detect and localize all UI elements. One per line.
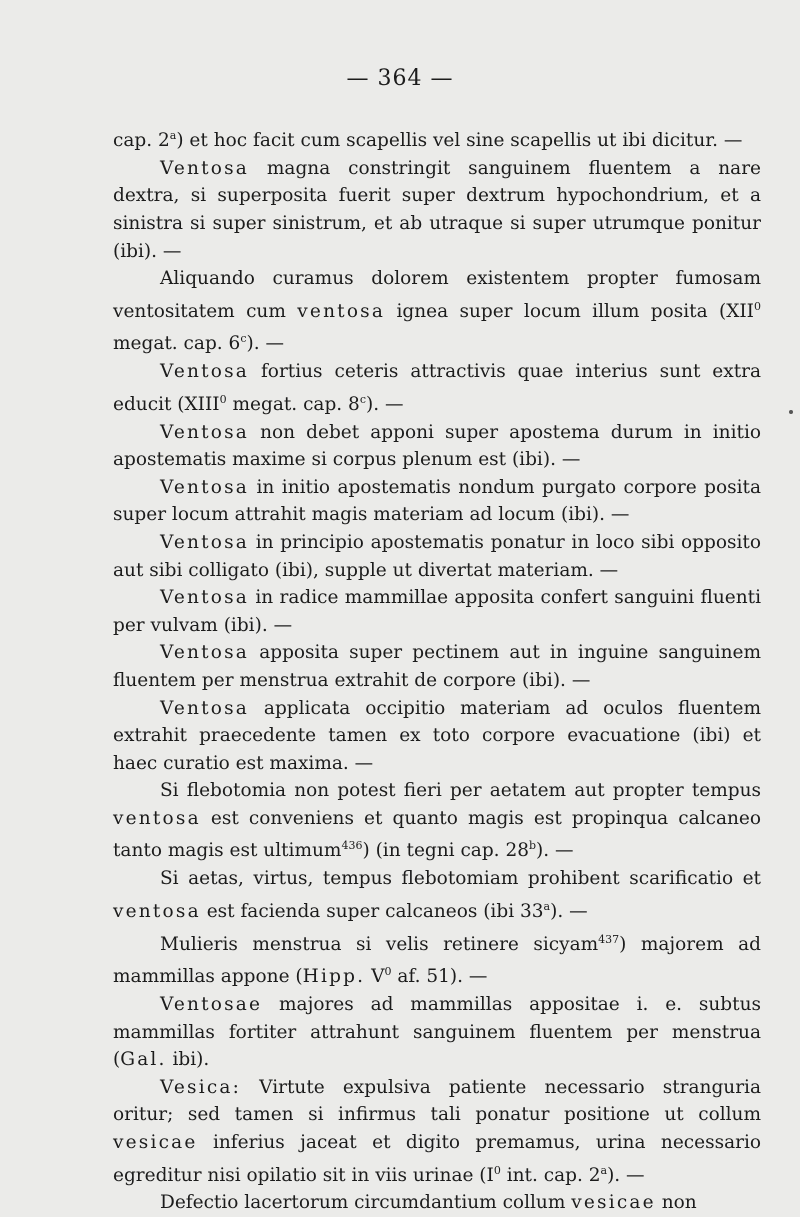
text-run: megat. cap. 6 [113, 333, 241, 355]
text-run: cap. 2 [113, 130, 170, 152]
text-run: est facienda super calcaneos (ibi 33 [200, 900, 544, 922]
paragraph [113, 991, 761, 1074]
paragraph [113, 122, 761, 155]
text-run: Defectio lacertorum circumdantium collum [160, 1192, 572, 1214]
paragraph [113, 639, 761, 694]
spaced-keyword: Ventosae [160, 994, 263, 1016]
paragraph [113, 155, 761, 265]
spaced-keyword: Hipp. [302, 966, 366, 988]
spaced-keyword: Ventosa [160, 361, 250, 383]
paragraph [113, 1074, 761, 1190]
spaced-keyword: Ventosa [160, 476, 250, 498]
paragraph [113, 358, 761, 418]
spaced-keyword: Vesica: [160, 1076, 242, 1098]
text-run: non debet apponi super apostema durum in initio apostematis maxime si corpus plenum est (ibi). — [113, 421, 761, 471]
spaced-keyword: Ventosa [160, 531, 250, 553]
paragraph [113, 695, 761, 778]
superscript: a [600, 1163, 608, 1177]
page-number: — 364 — [346, 66, 454, 91]
paragraph [113, 474, 761, 529]
spaced-keyword: ventosa [113, 807, 201, 829]
text-run: ) (in tegni cap. 28 [362, 840, 529, 862]
superscript: c [359, 392, 367, 406]
text-run: in initio apostematis nondum purgato corpore posita super locum attrahit magis materiam ad locum (ibi). — [113, 476, 761, 526]
spaced-keyword: Ventosa [160, 587, 250, 609]
paragraph [113, 926, 761, 992]
spaced-keyword: Ventosa [160, 157, 250, 179]
text-run: V [365, 966, 385, 988]
text-run: est conveniens et quanto magis est propinqua calcaneo tanto magis est ultimum [113, 807, 761, 862]
spaced-keyword: vesicae [571, 1192, 656, 1214]
paragraph [113, 529, 761, 584]
text-run: Virtute expulsiva patiente necessario stranguria oritur; sed tamen si infirmus tali ponatur positione ut collum [113, 1076, 761, 1126]
text-run: ). — [536, 840, 574, 862]
paragraph [113, 584, 761, 639]
paragraph [113, 265, 761, 358]
text-run: in radice mammillae apposita confert sanguini fluenti per vulvam (ibi). — [113, 587, 761, 636]
superscript: 0 [753, 299, 761, 313]
paragraph [113, 865, 761, 925]
text-run: ) et hoc facit cum scapellis vel sine scapellis ut ibi dicitur. — [176, 130, 743, 152]
spaced-keyword: Ventosa [160, 642, 250, 664]
text-run: ignea super locum illum posita (XII [385, 300, 754, 322]
spaced-keyword: ventosa [297, 300, 386, 322]
superscript: 0 [219, 392, 227, 406]
spaced-keyword: Ventosa [160, 697, 250, 719]
text-run: inferius jaceat et digito premamus, urina necessario egreditur nisi opilatio sit in viis urinae (I [113, 1132, 761, 1186]
text-run: af. 51). — [391, 966, 488, 988]
text-run: Si flebotomia non potest fieri per aetatem aut propter tempus [160, 780, 761, 802]
text-run: non [655, 1192, 697, 1214]
superscript: a [543, 899, 551, 913]
superscript: 0 [493, 1163, 501, 1177]
text-run: in principio apostematis ponatur in loco sibi opposito aut sibi colligato (ibi), supple ut divertat materiam. — [113, 531, 761, 581]
text-run: megat. cap. 8 [226, 393, 360, 415]
text-run: ). — [607, 1164, 645, 1186]
superscript: 0 [384, 965, 392, 979]
text-run: ). — [550, 900, 588, 922]
text-run: apposita super pectinem aut in inguine sanguinem fluentem per menstrua extrahit de corpore (ibi). — [113, 642, 761, 691]
text-run: applicata occipitio materiam ad oculos fluentem extrahit praecedente tamen ex toto corpore evacuatione (ibi) et haec curatio est maxima. — [113, 697, 761, 774]
text-run: ). — [366, 393, 404, 415]
text-run: ibi). [166, 1049, 210, 1071]
text-run: fortius ceteris attractivis quae interius sunt extra educit (XIII [113, 361, 761, 415]
spaced-keyword: vesicae [113, 1132, 198, 1154]
superscript: c [240, 332, 247, 346]
paragraph [113, 419, 761, 474]
superscript: b [528, 839, 537, 853]
margin-speck [789, 410, 793, 414]
text-run: ) majorem ad mammillas appone ( [113, 933, 761, 988]
superscript: 437 [598, 932, 620, 946]
text-run: magna constringit sanguinem fluentem a nare dextra, si superposita fuerit super dextrum hypochondrium, et a sinistra si super sinistrum, et ab utraque si super utrumque ponitur (ibi). — [113, 157, 761, 262]
superscript: a [169, 129, 177, 142]
text-run: int. cap. 2 [500, 1164, 601, 1186]
text-run: Aliquando curamus dolorem existentem propter fumosam ventositatem cum [113, 268, 761, 322]
text-run: majores ad mammillas appositae i. e. subtus mammillas fortiter attrahunt sanguinem fluentem per menstrua ( [113, 994, 761, 1071]
text-run: ). — [246, 333, 284, 355]
text-run: Si aetas, virtus, tempus flebotomiam prohibent scarificatio et [160, 868, 761, 890]
paragraph [113, 777, 761, 865]
superscript: 436 [341, 839, 363, 853]
paragraph [113, 1189, 761, 1217]
body-text [113, 122, 761, 1217]
spaced-keyword: ventosa [113, 900, 201, 922]
spaced-keyword: Gal. [120, 1049, 167, 1071]
spaced-keyword: Ventosa [160, 421, 250, 443]
text-run: Mulieris menstrua si velis retinere sicyam [160, 933, 599, 955]
